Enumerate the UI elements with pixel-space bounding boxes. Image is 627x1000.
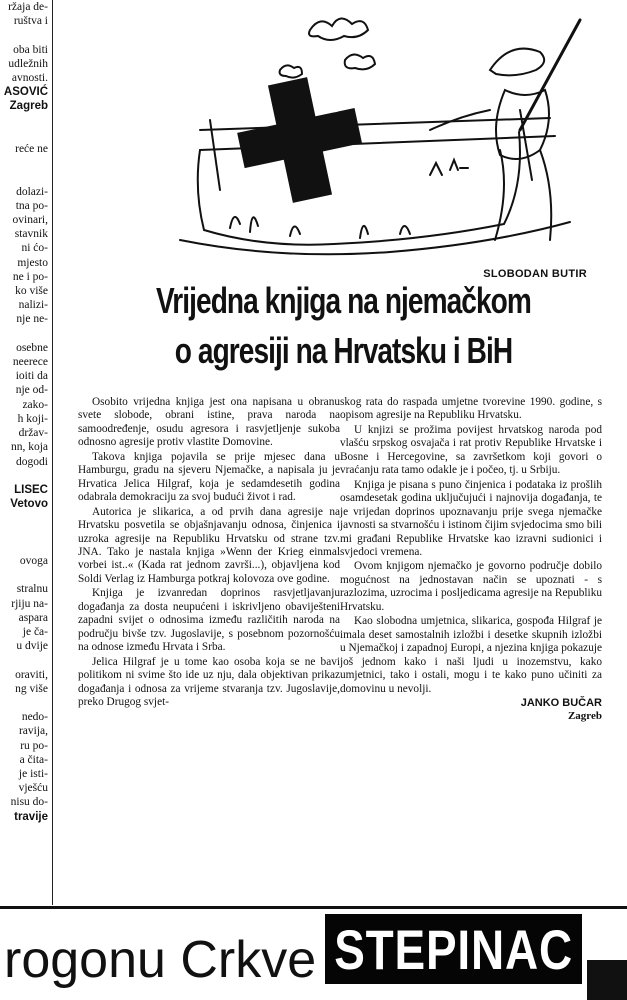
left-column-line: a čita-	[19, 753, 48, 766]
left-column-line: travije	[14, 810, 48, 823]
left-column-line: neerece	[12, 356, 48, 369]
left-column-line: osebne	[16, 341, 48, 354]
left-column-line: ru po-	[20, 739, 48, 752]
left-column-line: ruštva i	[13, 15, 48, 28]
left-column-line: stavnik	[14, 228, 48, 241]
left-column-line	[0, 327, 48, 341]
left-column-line: tna po-	[15, 199, 48, 212]
left-column-line: vješću	[18, 782, 48, 795]
paragraph: Takova knjiga pojavila se prije mjesec dana u Hamburgu, gradu na sjeveru Njemačke, a napisala ju je Hrvatica Jelica Hilgraf, koja je sedamdesetih godina odabrala demokraciju za svoj budući život i rad.	[78, 450, 340, 504]
left-column-line	[0, 170, 48, 184]
headline-line-1: Vrijedna knjiga na njemačkom	[156, 280, 531, 321]
paragraph: Autorica je slikarica, a od prvih dana agresije na Hrvatsku posvetila se objašnjavanju odnosa, činjenica i uzroka agresije na Republiku Hrvatsku od strane tzv. JNA. Tako je nastala knjiga »Wenn der Krieg einmal vorbei ist..« (Kada rat jednom završi...), objavljena kod Soldi Verlag iz Hamburga potkraj kolovoza ove godine.	[78, 505, 340, 585]
paragraph: Ovom knjigom njemačko je govorno područje dobilo mogućnost na jednostavan način se upoznati - s razlozima, uzrocima i posljedicama agresije na Republiku Hrvatsku.	[340, 560, 602, 613]
left-column-line: avnosti.	[11, 72, 48, 85]
left-column-line: ravija,	[18, 725, 48, 738]
left-column-line: ASOVIĆ	[3, 86, 48, 99]
left-column-line: oba biti	[13, 43, 48, 56]
left-column-line: ovoga	[19, 554, 48, 567]
paragraph: skog rata do raspada umjetne tvorevine 1990. godine, s opisom agresije na Republiku Hrvatsku.	[340, 396, 602, 422]
left-column-line: Zagreb	[9, 100, 48, 113]
left-column-line	[0, 696, 48, 710]
left-column-line: reće ne	[15, 143, 48, 156]
left-column-line: nje ne-	[16, 313, 48, 326]
left-column-line: nisu do-	[10, 796, 48, 809]
left-column-line	[0, 156, 48, 170]
next-article-headline: rogonu Crkve	[4, 931, 317, 989]
left-column-line: ng više	[15, 682, 48, 695]
left-column-line: ovinari,	[12, 214, 48, 227]
left-column-line	[0, 540, 48, 554]
left-column-line: ko više	[15, 285, 48, 298]
left-column-line: LISEC	[14, 483, 48, 496]
section-divider	[0, 906, 627, 909]
left-column-line	[0, 469, 48, 483]
paragraph: Osobito vrijedna knjiga jest ona napisana u obranu svete slobode, obrani istine, prava naroda na samoodređenje, osudu agresora i rasvjetljenje sukoba odnosno agresije protiv vlastite Domovine.	[78, 396, 340, 449]
corner-block	[587, 960, 627, 1000]
left-column-line: nn, koja	[10, 441, 48, 454]
left-column-line	[0, 511, 48, 525]
left-column-line: držav-	[18, 427, 48, 440]
left-column-line: udležnih	[8, 57, 48, 70]
headline-line-2: o agresiji na Hrvatsku i BiH	[174, 330, 513, 371]
left-column-line: zako-	[22, 398, 48, 411]
left-column-line: ržaja de-	[8, 1, 48, 13]
author-city: Zagreb	[567, 709, 602, 722]
paragraph: Knjiga je izvanredan doprinos rasvjetljavanju događanja za dosta neupućeni i iskrivljeno obaviješteni zapadni svijet o odnosima između različitih naroda na području bivše tzv. Jugoslavije, s posebnom pozornošću na odnose između Hrvata i Srba.	[78, 587, 340, 654]
left-column-line: dolazi-	[16, 185, 48, 198]
sign-letter: C	[332, 152, 354, 185]
left-column-line: ni ćo-	[21, 242, 48, 255]
left-column-line: je isti-	[18, 767, 48, 780]
paragraph: Jelica Hilgraf je u tome kao osoba koja se ne bavi politikom ni svime što ide uz nju, dala objektivan prikaz događanja i odnosa za vrijeme stvaranja tzv. Jugoslavije, preko Drugog svjet-	[78, 655, 340, 708]
left-column-line: mjesto	[17, 256, 48, 269]
left-column-line: u dvije	[16, 640, 48, 653]
left-column-line: Vetovo	[10, 498, 48, 511]
left-column-line: nalizi-	[18, 299, 48, 312]
left-column-line	[0, 128, 48, 142]
left-column-line: ne i po-	[12, 270, 48, 283]
left-column-line	[0, 114, 48, 128]
left-column-line: nje od-	[15, 384, 48, 397]
left-column-line	[0, 653, 48, 667]
paragraph: Knjiga je pisana s puno činjenica i podataka iz prošlih osamdesetak godina uključujući i najnovija događanja, te je vrijedan doprinos upoznavanju prije svega njemačke javnosti sa stvarnošću i istinom čijim svjedocima smo bili mi građani Republike Hrvatske kao izravni sudionici i svjedoci vremena.	[340, 478, 602, 558]
article-column-1	[78, 396, 340, 710]
sign-letter: C	[258, 164, 280, 197]
left-column-line: aspara	[18, 611, 48, 624]
author-signature: JANKO BUČAR	[520, 696, 602, 709]
left-column-line: rjiju na-	[11, 597, 48, 610]
sign-letter: C	[322, 86, 344, 119]
sign-letter: C	[246, 100, 268, 133]
article-column-2	[340, 396, 602, 723]
left-column-line: je ča-	[22, 625, 48, 638]
left-column-fragment	[0, 0, 48, 905]
stepinac-banner	[325, 914, 582, 984]
left-column-line: oraviti,	[15, 668, 48, 681]
paragraph: Kao slobodna umjetnica, slikarica, gospođa Hilgraf je imala deset samostalnih izložbi i desetke skupnih izložbi u Njemačkoj i zapadnoj Europi, a njezina knjiga pokazuje još jednom kako i naši ljudi u inozemstvu, kako umjetnici, tako i ostali, mogu i te kako puno učiniti za domovinu u nevolji.	[340, 615, 602, 695]
left-column-line: dogodi	[16, 455, 48, 468]
left-column-line: nedo-	[21, 711, 48, 724]
column-divider	[52, 0, 53, 905]
left-column-line	[0, 568, 48, 582]
left-column-line: h koji-	[17, 412, 48, 425]
paragraph: U knjizi se prožima povijest hrvatskog naroda pod vlašću srpskog osvajača i rat protiv Republike Hrvatske i Bosne i Hercegovine, sa završetkom koji govori o vraćanju rata tamo odakle je i počeo, tj. u Srbiju.	[340, 423, 602, 477]
cartoon-credit: SLOBODAN BUTIR	[483, 268, 587, 280]
editorial-cartoon	[160, 0, 600, 262]
left-column-line: ioiti da	[15, 370, 48, 383]
left-column-line	[0, 526, 48, 540]
left-column-line: stralnu	[16, 583, 48, 596]
stepinac-banner-text: STEPINAC	[334, 917, 573, 981]
left-column-line	[0, 28, 48, 42]
